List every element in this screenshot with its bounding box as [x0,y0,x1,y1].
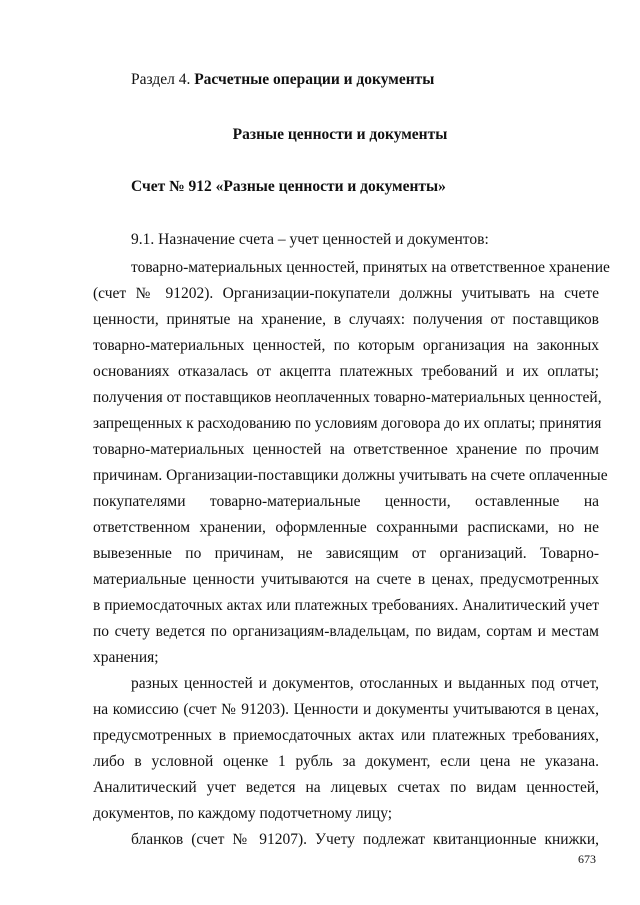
text-line: предусмотренных в приемосдаточных актах или платежных требованиях, [93,727,599,744]
section-title: Расчетные операции и документы [194,71,435,88]
text-line: либо в условной оценке 1 рубль за документ, если цена не указана. [93,753,599,770]
text-line: ценности, принятые на хранение, в случаях: получения от поставщиков [93,311,599,328]
text-line: причинам. Организации-поставщики должны учитывать на счете оплаченные [93,467,608,484]
body-text [93,255,610,853]
text-line: Аналитический учет ведется на лицевых счетах по видам ценностей, [93,779,599,796]
text-line: документов, по каждому подотчетному лицу; [93,805,393,822]
text-line: вывезенные по причинам, не зависящим от организаций. Товарно- [93,545,599,562]
text-line: запрещенных к расходованию по условиям договора до их оплаты; принятия [93,415,602,432]
page-number: 673 [578,852,596,866]
text-line: разных ценностей и документов, отосланных и выданных под отчет, [131,675,599,692]
text-line: получения от поставщиков неоплаченных товарно-материальных ценностей, [93,389,602,406]
text-line: на комиссию (счет № 91203). Ценности и документы учитываются в ценах, [93,701,599,718]
text-line: материальные ценности учитываются на счете в ценах, предусмотренных [93,571,599,588]
text-line: в приемосдаточных актах или платежных требованиях. Аналитический учет [93,597,599,614]
intro-paragraph: 9.1. Назначение счета – учет ценностей и документов: [131,231,489,248]
text-line: покупателями товарно-материальные ценности, оставленные на [93,493,599,510]
text-line: товарно-материальных ценностей на ответственное хранение по прочим [93,441,599,458]
text-line: по счету ведется по организациям-владельцам, по видам, сортам и местам [93,623,599,640]
text-line: товарно-материальных ценностей, принятых на ответственное хранение [131,259,610,276]
text-line: (счет № 91202). Организации-покупатели должны учитывать на счете [93,285,599,302]
text-line: бланков (счет № 91207). Учету подлежат квитанционные книжки, [131,831,599,848]
section-prefix: Раздел 4. [131,71,195,88]
text-line: товарно-материальных ценностей, по которым организация на законных [93,337,599,354]
section-heading [131,71,434,89]
subsection-title: Разные ценности и документы [232,126,448,143]
account-title: Счет № 912 «Разные ценности и документы» [131,178,446,195]
text-line: ответственном хранении, оформленные сохранными расписками, но не [93,519,599,536]
text-line: основаниях отказалась от акцепта платежных требований и их оплаты; [93,363,599,380]
text-line: хранения; [93,649,159,666]
